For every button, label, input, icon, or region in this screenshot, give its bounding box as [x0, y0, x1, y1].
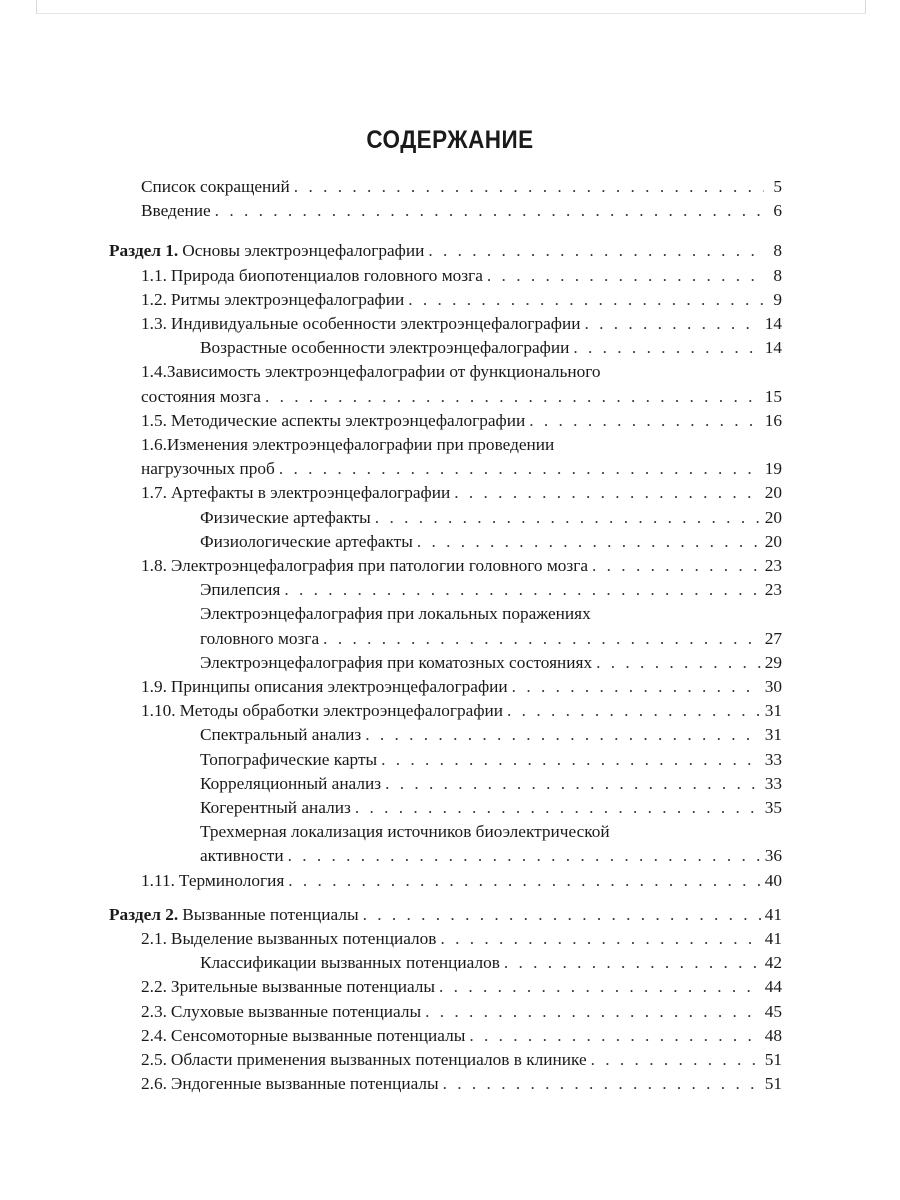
entry-text — [141, 699, 503, 723]
section-number: 1.5. — [141, 410, 167, 430]
entry-title: Принципы описания электроэнцефалографии — [170, 677, 508, 696]
toc-entry — [200, 951, 782, 975]
toc-entry — [141, 433, 554, 457]
dot-leader — [288, 869, 760, 893]
section-number: 2.6. — [141, 1074, 167, 1094]
dot-leader — [284, 578, 760, 602]
page-number: 14 — [764, 338, 782, 358]
entry-text — [141, 264, 483, 288]
dot-leader — [363, 903, 761, 927]
toc-entry — [141, 927, 782, 951]
dot-leader — [385, 772, 761, 796]
entry-text — [200, 748, 377, 772]
page-number: 41 — [764, 929, 782, 948]
entry-title: Зависимость электроэнцефалографии от функционального — [166, 362, 601, 382]
section-number: 2.2. — [141, 977, 167, 997]
entry-title: Физиологические артефакты — [200, 531, 413, 551]
page-number: 42 — [764, 953, 782, 973]
toc-entry — [141, 554, 782, 578]
page-number: 51 — [764, 1050, 782, 1069]
toc-entry — [200, 336, 782, 360]
entry-text — [200, 530, 413, 554]
entry-title: Корреляционный анализ — [200, 773, 382, 793]
entry-text — [141, 554, 588, 578]
entry-title: Основы электроэнцефалографии — [182, 241, 425, 261]
dot-leader — [591, 1048, 761, 1072]
toc-entry-continuation — [141, 457, 782, 481]
toc-entry — [200, 651, 782, 675]
dot-leader — [288, 844, 761, 868]
dot-leader — [279, 457, 761, 481]
page-number: 31 — [764, 725, 782, 745]
dot-leader — [375, 506, 761, 530]
toc-entry — [141, 288, 782, 312]
entry-text — [141, 1072, 439, 1096]
dot-leader — [323, 627, 761, 651]
toc-part-entry — [109, 239, 782, 263]
dot-leader — [454, 481, 760, 505]
page-number: 33 — [764, 773, 782, 793]
page-number: 23 — [764, 580, 782, 600]
toc-entry — [200, 530, 782, 554]
toc-entry — [200, 772, 782, 796]
page-number: 20 — [764, 507, 782, 527]
section-number: 1.7. — [141, 483, 167, 503]
entry-text — [200, 578, 280, 602]
entry-title: Природа биопотенциалов головного мозга — [170, 265, 483, 285]
section-number: 1.11. — [141, 870, 175, 890]
entry-text — [200, 723, 361, 747]
dot-leader — [265, 385, 761, 409]
entry-text — [141, 288, 404, 312]
page-number: 20 — [764, 483, 782, 503]
entry-title: Трехмерная локализация источников биоэлектрической — [200, 822, 610, 842]
entry-text — [141, 675, 508, 699]
entry-text — [141, 409, 525, 433]
page-number: 15 — [764, 386, 782, 406]
entry-title: Электроэнцефалография при локальных поражениях — [200, 604, 591, 624]
page-number: 20 — [764, 531, 782, 551]
entry-title: Ритмы электроэнцефалографии — [170, 289, 405, 309]
toc-entry-continuation — [200, 627, 782, 651]
toc-entry — [200, 602, 591, 626]
page-number: 41 — [764, 904, 782, 924]
toc-entry — [141, 1000, 782, 1024]
entry-title: Артефакты в электроэнцефалографии — [170, 483, 451, 503]
entry-title: Эндогенные вызванные потенциалы — [170, 1074, 439, 1094]
section-number: 1.4. — [141, 362, 167, 382]
entry-text — [141, 1024, 465, 1048]
page-number: 36 — [764, 846, 782, 866]
toc-entry — [141, 975, 782, 999]
dot-leader — [469, 1024, 760, 1048]
entry-text — [200, 796, 351, 820]
entry-title: Области применения вызванных потенциалов в клинике — [170, 1050, 587, 1069]
dot-leader — [355, 796, 761, 820]
section-number: 2.5. — [141, 1050, 167, 1069]
entry-text — [141, 175, 290, 199]
part-label: Раздел 2. — [109, 904, 179, 924]
part-label: Раздел 1. — [109, 241, 179, 261]
dot-leader — [417, 530, 761, 554]
section-number: 1.9. — [141, 677, 167, 696]
section-number: 2.1. — [141, 929, 167, 948]
entry-text — [109, 903, 359, 927]
toc-entry — [141, 409, 782, 433]
entry-text — [141, 1048, 587, 1072]
toc-entry — [200, 723, 782, 747]
entry-title: Сенсомоторные вызванные потенциалы — [170, 1025, 466, 1045]
entry-title: Список сокращений — [141, 177, 290, 196]
dot-leader — [529, 409, 760, 433]
page-number: 8 — [773, 241, 782, 261]
entry-title: Эпилепсия — [200, 580, 281, 600]
entry-title: Возрастные особенности электроэнцефалографии — [200, 338, 570, 358]
page-number: 44 — [764, 977, 782, 997]
page-number: 8 — [773, 265, 782, 285]
dot-leader — [512, 675, 761, 699]
entry-title: Индивидуальные особенности электроэнцефалографии — [170, 314, 581, 333]
entry-text — [141, 869, 284, 893]
dot-leader — [294, 175, 764, 199]
entry-title: Вызванные потенциалы — [182, 904, 359, 924]
entry-text — [141, 199, 211, 223]
toc-entry — [200, 820, 610, 844]
entry-title: Изменения электроэнцефалографии при проведении — [166, 435, 555, 454]
entry-title: Спектральный анализ — [200, 725, 362, 745]
toc-entry — [141, 869, 782, 893]
page-number: 35 — [764, 798, 782, 817]
toc-entry-continuation — [200, 844, 782, 868]
toc-entry — [141, 1048, 782, 1072]
dot-leader — [443, 1072, 761, 1096]
entry-title-continuation: нагрузочных проб — [141, 459, 275, 479]
toc-part-entry — [109, 903, 782, 927]
section-number: 1.6. — [141, 435, 167, 454]
page-number: 45 — [764, 1001, 782, 1021]
section-number: 1.8. — [141, 556, 167, 575]
dot-leader — [504, 951, 761, 975]
toc-entry — [141, 312, 782, 336]
page-number: 51 — [764, 1074, 782, 1094]
entry-title: Физические артефакты — [200, 507, 371, 527]
dot-leader — [592, 554, 761, 578]
toc-entry — [141, 1072, 782, 1096]
dot-leader — [428, 239, 764, 263]
entry-title: Терминология — [178, 870, 285, 890]
toc-entry-continuation — [141, 385, 782, 409]
dot-leader — [584, 312, 760, 336]
page-number: 9 — [773, 289, 782, 309]
section-number: 2.3. — [141, 1001, 167, 1021]
page-number: 14 — [764, 314, 782, 333]
entry-title-continuation: активности — [200, 846, 284, 866]
dot-leader — [507, 699, 761, 723]
page-number: 16 — [764, 410, 782, 430]
toc-entry — [200, 748, 782, 772]
toc-entry — [141, 264, 782, 288]
page-title: СОДЕРЖАНИЕ — [366, 126, 534, 154]
dot-leader — [439, 975, 761, 999]
dot-leader — [596, 651, 761, 675]
entry-title: Методические аспекты электроэнцефалографии — [170, 410, 526, 430]
page-number: 30 — [764, 677, 782, 696]
toc-entry — [141, 675, 782, 699]
toc-entry — [141, 699, 782, 723]
page-number: 5 — [773, 177, 782, 196]
page-number: 29 — [764, 652, 782, 672]
entry-title: Электроэнцефалография при патологии головного мозга — [170, 556, 589, 575]
entry-title: Зрительные вызванные потенциалы — [170, 977, 436, 997]
section-number: 1.2. — [141, 289, 167, 309]
entry-text — [141, 312, 580, 336]
entry-title: Когерентный анализ — [200, 798, 351, 817]
entry-text — [141, 927, 436, 951]
entry-title: Классификации вызванных потенциалов — [200, 953, 500, 973]
page-number: 27 — [764, 628, 782, 648]
section-number: 1.10. — [141, 701, 176, 721]
entry-text — [141, 1000, 421, 1024]
entry-text — [200, 772, 381, 796]
toc-entry — [141, 481, 782, 505]
entry-title: Электроэнцефалография при коматозных состояниях — [200, 652, 593, 672]
entry-text — [200, 336, 569, 360]
entry-title: Введение — [141, 201, 211, 221]
dot-leader — [487, 264, 764, 288]
toc-entry — [200, 578, 782, 602]
toc-entry — [200, 506, 782, 530]
entry-text — [141, 481, 450, 505]
section-number: 1.3. — [141, 314, 167, 333]
dot-leader — [408, 288, 764, 312]
entry-title: Топографические карты — [200, 749, 378, 769]
page-number: 19 — [764, 459, 782, 479]
entry-title-continuation: состояния мозга — [141, 386, 261, 406]
entry-title-continuation: головного мозга — [200, 628, 320, 648]
toc-entry — [141, 360, 601, 384]
dot-leader — [365, 723, 761, 747]
dot-leader — [381, 748, 761, 772]
entry-text — [200, 506, 371, 530]
entry-title: Выделение вызванных потенциалов — [170, 929, 437, 948]
entry-title: Слуховые вызванные потенциалы — [170, 1001, 422, 1021]
section-number: 2.4. — [141, 1025, 167, 1045]
toc-entry — [141, 199, 782, 223]
toc-entry — [141, 1024, 782, 1048]
page-number: 48 — [764, 1025, 782, 1045]
page-number: 40 — [764, 870, 782, 890]
page-number: 33 — [764, 749, 782, 769]
dot-leader — [215, 199, 764, 223]
dot-leader — [573, 336, 760, 360]
entry-text — [200, 651, 592, 675]
toc-entry — [200, 796, 782, 820]
toc-entry — [141, 175, 782, 199]
entry-text — [109, 239, 424, 263]
dot-leader — [425, 1000, 761, 1024]
entry-text — [200, 951, 500, 975]
page-number: 31 — [764, 701, 782, 721]
page-number: 23 — [764, 556, 782, 575]
page-number: 6 — [773, 201, 782, 221]
section-number: 1.1. — [141, 265, 167, 285]
entry-text — [141, 975, 435, 999]
dot-leader — [440, 927, 760, 951]
entry-title: Методы обработки электроэнцефалографии — [179, 701, 504, 721]
